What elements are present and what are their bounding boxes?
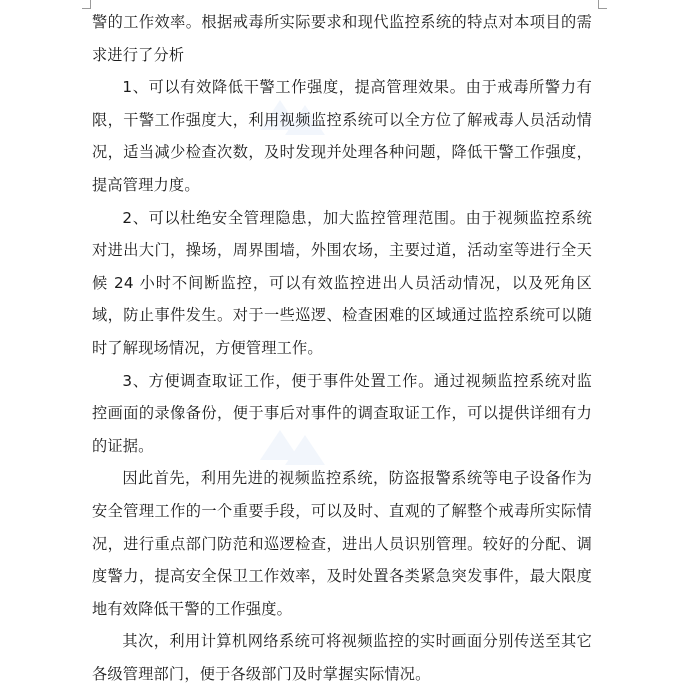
- paragraph: 3、方便调查取证工作，便于事件处置工作。通过视频监控系统对监控画面的录像备份，便于事后对事件的调查取证工作，可以提供详细有力的证据。: [92, 371, 592, 455]
- paragraph: 其次，利用计算机网络系统可将视频监控的实时画面分别传送至其它各级管理部门，便于各级部门及时掌握实际情况。: [92, 632, 592, 683]
- margin-corner-mark-left: [82, 0, 91, 9]
- paragraph: 因此首先，利用先进的视频监控系统，防盗报警系统等电子设备作为安全管理工作的一个重要手段，可以及时、直观的了解整个戒毒所实际情况，进行重点部门防范和巡逻检查，进出人员识别管理。较好的分配、调度警力，提高安全保卫工作效率，及时处置各类紧急突发事件，最大限度地有效降低干警的工作强度。: [92, 469, 592, 618]
- document-body: [92, 6, 592, 690]
- paragraph: 2、可以杜绝安全管理隐患，加大监控管理范围。由于视频监控系统对进出大门，操场，周界围墙，外围农场，主要过道，活动室等进行全天候 24 小时不间断监控，可以有效监控进出人员活动情况，以及死角区域，防止事件发生。对于一些巡逻、检查困难的区域通过监控系统可以随时了解现场情况，方便管理工作。: [92, 208, 592, 357]
- margin-corner-mark-right: [598, 0, 607, 9]
- paragraph: 1、可以有效降低干警工作强度，提高管理效果。由于戒毒所警力有限，干警工作强度大，利用视频监控系统可以全方位了解戒毒人员活动情况，适当减少检查次数，及时发现并处理各种问题，降低干警工作强度，提高管理力度。: [92, 78, 592, 194]
- paragraph: 警的工作效率。根据戒毒所实际要求和现代监控系统的特点对本项目的需求进行了分析: [92, 13, 592, 64]
